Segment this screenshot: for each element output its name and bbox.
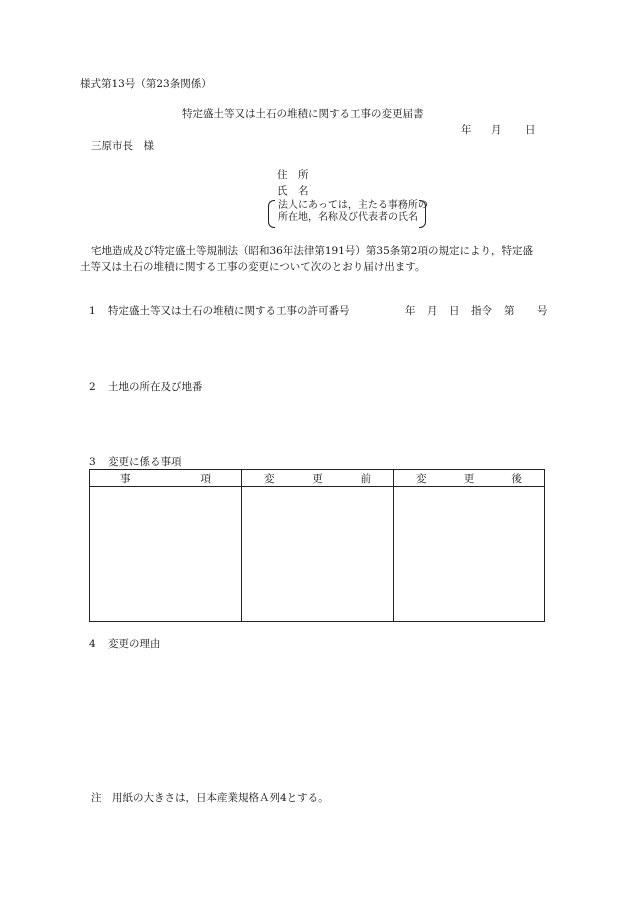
- item3-number: 3: [89, 456, 96, 468]
- corporate-note-line2: 所在地，名称及び代表者の氏名: [278, 212, 418, 223]
- left-bracket: [268, 200, 275, 228]
- permit-designation: 指令: [471, 305, 492, 317]
- permit-go: 号: [537, 305, 548, 317]
- date-day: 日: [525, 124, 536, 136]
- header-after-char: 変: [416, 472, 427, 485]
- name-label: 氏 名: [277, 185, 309, 197]
- item2-number: 2: [89, 381, 96, 393]
- permit-day: 日: [449, 305, 460, 317]
- header-before-char: 変: [264, 472, 275, 485]
- form-number: 様式第13号（第23条関係）: [80, 78, 212, 90]
- intro-line-1: 宅地造成及び特定盛土等規制法（昭和36年法律第191号）第35条第2項の規定により，特定盛: [91, 245, 533, 257]
- addressee: 三原市長 様: [91, 140, 154, 152]
- permit-month: 月: [427, 305, 438, 317]
- header-item-char: 項: [200, 472, 211, 485]
- right-bracket: [419, 200, 426, 228]
- item4-label: 変更の理由: [108, 638, 161, 650]
- header-item: [90, 470, 242, 487]
- page-title: 特定盛土等又は土石の堆積に関する工事の変更届書: [182, 108, 424, 120]
- permit-year: 年: [405, 305, 416, 317]
- item3-label: 変更に係る事項: [108, 456, 182, 468]
- table-header-row: [90, 470, 545, 487]
- table-row: [90, 487, 545, 622]
- item1-number: 1: [89, 305, 96, 317]
- date-month: 月: [491, 124, 502, 136]
- header-before-char: 更: [312, 472, 323, 485]
- header-after-char: 後: [511, 472, 522, 485]
- date-year: 年: [461, 124, 472, 136]
- cell-after[interactable]: [394, 487, 545, 622]
- address-label: 住 所: [277, 169, 309, 181]
- changes-table: [89, 469, 545, 622]
- header-after-char: 更: [463, 472, 475, 485]
- permit-dai: 第: [504, 305, 515, 317]
- paper-size-note: 注 用紙の大きさは，日本産業規格Ａ列4とする。: [91, 792, 329, 804]
- header-before-char: 前: [360, 472, 371, 485]
- cell-before[interactable]: [242, 487, 394, 622]
- intro-line-2: 土等又は土石の堆積に関する工事の変更について次のとおり届け出ます。: [80, 261, 426, 273]
- header-after: [394, 470, 545, 487]
- header-before: [242, 470, 394, 487]
- cell-item[interactable]: [90, 487, 242, 622]
- header-item-char: 事: [120, 472, 131, 485]
- item4-number: 4: [89, 638, 96, 650]
- corporate-note: [268, 200, 426, 226]
- item2-label: 土地の所在及び地番: [108, 381, 203, 393]
- item1-label: 特定盛土等又は土石の堆積に関する工事の許可番号: [108, 305, 350, 317]
- corporate-note-line1: 法人にあっては，主たる事務所の: [278, 200, 428, 211]
